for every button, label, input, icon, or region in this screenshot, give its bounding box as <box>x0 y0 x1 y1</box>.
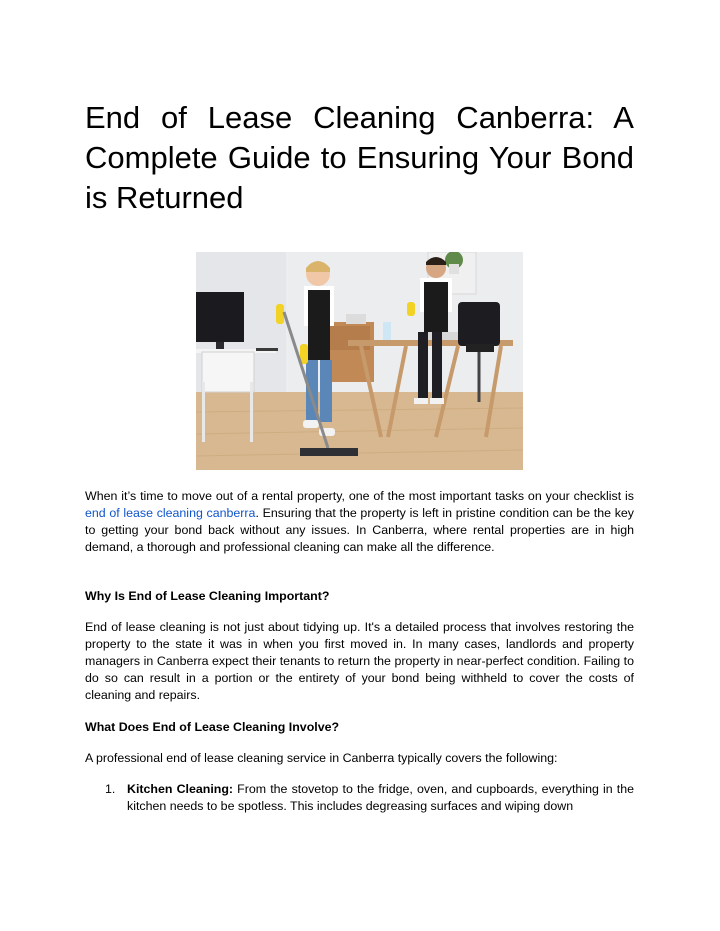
section-heading-what: What Does End of Lease Cleaning Involve? <box>85 720 340 734</box>
list-item-body <box>127 781 634 815</box>
what-paragraph: A professional end of lease cleaning service in Canberra typically covers the following: <box>85 751 558 765</box>
document-page <box>85 98 634 218</box>
intro-text-start: When it’s time to move out of a rental property, one of the most important tasks on your checklist is <box>85 489 634 503</box>
list-item-number: 1. <box>105 782 116 796</box>
intro-paragraph <box>85 488 634 556</box>
cleaners-photo <box>196 252 523 470</box>
section-heading-why: Why Is End of Lease Cleaning Important? <box>85 589 330 603</box>
list-item-label: Kitchen Cleaning: <box>127 782 234 796</box>
list-item-text: From the stovetop to the fridge, oven, and cupboards, everything in the kitchen needs to be spotless. This includes degreasing surfaces and wiping down <box>127 782 635 813</box>
list-item <box>85 781 634 815</box>
why-paragraph: End of lease cleaning is not just about tidying up. It's a detailed process that involves restoring the property to the state it was in when you first moved in. In many cases, landlords and property managers in Canberra expect their tenants to return the property in near-perfect condition. Failing to do so can result in a portion or the entirety of your bond being withheld to cover the costs of cleaning and repairs. <box>85 620 634 702</box>
intro-text-end: . Ensuring that the property is left in pristine condition can be the key to getting your bond back without any issues. In Canberra, where rental properties are in high demand, a thorough and professional cleaning can make all the difference. <box>85 506 634 554</box>
page-title: End of Lease Cleaning Canberra: A Complete Guide to Ensuring Your Bond is Returned <box>85 100 634 215</box>
cleaning-list <box>85 781 634 815</box>
end-of-lease-cleaning-link[interactable]: end of lease cleaning canberra <box>85 506 256 520</box>
